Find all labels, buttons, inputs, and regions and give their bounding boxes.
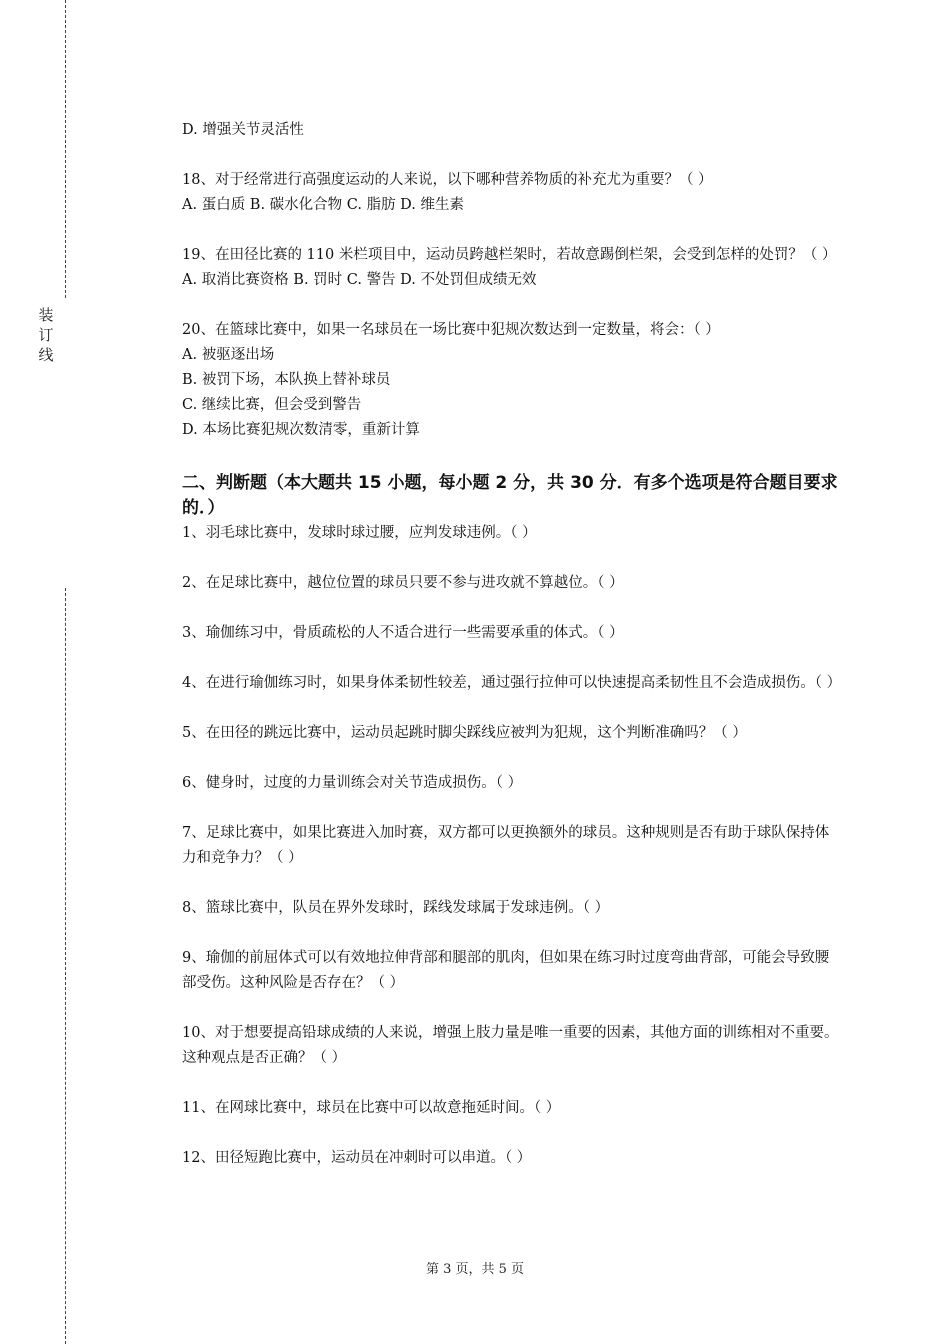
question-option: B. 被罚下场，本队换上替补球员	[182, 372, 391, 388]
continued-option: D. 增强关节灵活性	[182, 122, 304, 138]
judgment-6: 6、健身时，过度的力量训练会对关节造成损伤。（ ）	[182, 775, 523, 791]
question-option: D. 本场比赛犯规次数清零，重新计算	[182, 422, 420, 438]
binding-label	[36, 305, 56, 365]
judgment-5: 5、在田径的跳远比赛中，运动员起跳时脚尖踩线应被判为犯规，这个判断准确吗？（ ）	[182, 725, 747, 741]
question-18	[182, 168, 842, 218]
question-20	[182, 318, 842, 443]
question-stem: 19、在田径比赛的 110 米栏项目中，运动员跨越栏架时，若故意踢倒栏架，会受到怎样的处罚？（ ）	[182, 247, 837, 263]
page-content	[182, 118, 842, 1171]
binding-char: 装	[38, 306, 54, 324]
binding-line-bottom	[65, 588, 66, 1344]
question-options: A. 取消比赛资格 B. 罚时 C. 警告 D. 不处罚但成绩无效	[182, 272, 537, 288]
judgment-7: 7、足球比赛中，如果比赛进入加时赛，双方都可以更换额外的球员。这种规则是否有助于球队保持体力和竞争力？（ ）	[182, 825, 830, 866]
judgment-9: 9、瑜伽的前屈体式可以有效地拉伸背部和腿部的肌肉，但如果在练习时过度弯曲背部，可能会导致腰部受伤。这种风险是否存在？（ ）	[182, 950, 830, 991]
binding-char: 线	[38, 346, 54, 364]
section-heading	[182, 471, 842, 521]
judgment-4: 4、在进行瑜伽练习时，如果身体柔韧性较差，通过强行拉伸可以快速提高柔韧性且不会造成损伤。（ ）	[182, 675, 842, 691]
question-19	[182, 243, 842, 293]
question-option: A. 被驱逐出场	[182, 347, 275, 363]
section-title: 二、判断题（本大题共 15 小题，每小题 2 分，共 30 分．有多个选项是符合题目要求的．）	[182, 473, 838, 518]
binding-char: 订	[38, 326, 54, 344]
question-stem: 18、对于经常进行高强度运动的人来说，以下哪种营养物质的补充尤为重要？（ ）	[182, 172, 713, 188]
question-options: A. 蛋白质 B. 碳水化合物 C. 脂肪 D. 维生素	[182, 197, 465, 213]
judgment-1: 1、羽毛球比赛中，发球时球过腰，应判发球违例。（ ）	[182, 525, 537, 541]
question-stem: 20、在篮球比赛中，如果一名球员在一场比赛中犯规次数达到一定数量，将会：（ ）	[182, 322, 720, 338]
binding-line-top	[65, 0, 66, 298]
page-footer: 第 3 页，共 5 页	[425, 1262, 525, 1277]
judgment-12: 12、田径短跑比赛中，运动员在冲刺时可以串道。（ ）	[182, 1150, 532, 1166]
judgment-2: 2、在足球比赛中，越位位置的球员只要不参与进攻就不算越位。（ ）	[182, 575, 624, 591]
judgment-3: 3、瑜伽练习中，骨质疏松的人不适合进行一些需要承重的体式。（ ）	[182, 625, 624, 641]
judgment-8: 8、篮球比赛中，队员在界外发球时，踩线发球属于发球违例。（ ）	[182, 900, 610, 916]
judgment-10: 10、对于想要提高铅球成绩的人来说，增强上肢力量是唯一重要的因素，其他方面的训练相对不重要。这种观点是否正确？（ ）	[182, 1025, 839, 1066]
question-option: C. 继续比赛，但会受到警告	[182, 397, 362, 413]
judgment-11: 11、在网球比赛中，球员在比赛中可以故意拖延时间。（ ）	[182, 1100, 561, 1116]
